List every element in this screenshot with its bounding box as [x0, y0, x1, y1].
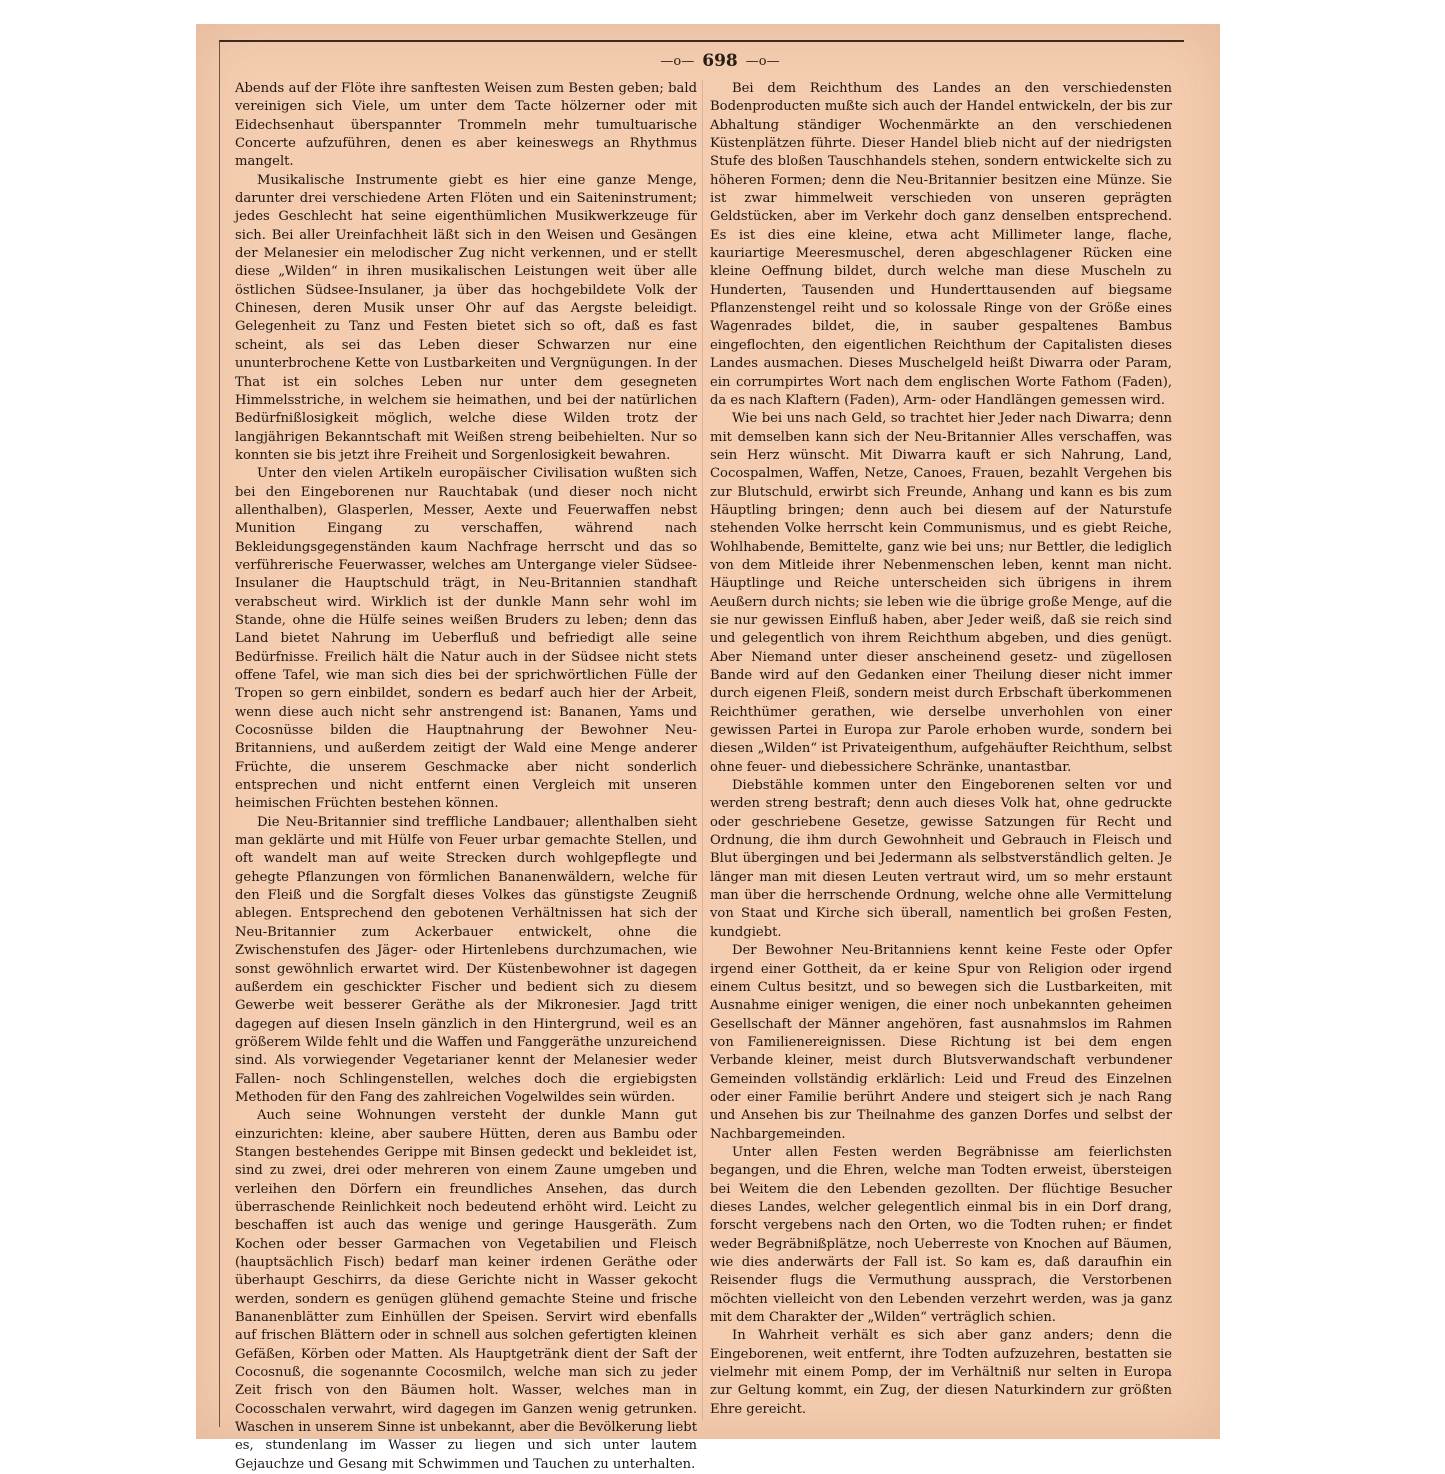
column-divider: [702, 80, 703, 1420]
right-ornament: —o—: [745, 53, 780, 69]
paragraph: Die Neu-Britannier sind treffliche Landbauer; allenthalben sieht man geklärte und mit Hülfe von Feuer urbar gemachte Stellen, und oft wandelt man auf weite Strecken durch wohlgepflegte und gehegte Pflanzungen von förmlichen Bananenwäldern, welche für den Fleiß und die Sorgfalt dieses Volkes das günstigste Zeugniß ablegen. Entsprechend den gebotenen Verhältnissen hat sich der Neu-Britannier zum Ackerbauer entwickelt, ohne die Zwischenstufen des Jäger- oder Hirtenlebens durchzumachen, wie sonst gewöhnlich erwartet wird. Der Küstenbewohner ist dagegen außerdem ein geschickter Fischer und bedient sich zu diesem Gewerbe weit besserer Geräthe als der Mikronesier. Jagd tritt dagegen auf diesen Inseln gänzlich in den Hintergrund, weil es an größerem Wilde fehlt und die Waffen und Fanggeräthe unzureichend sind. Als vorwiegender Vegetarianer kennt der Melanesier weder Fallen- noch Schlingenstellen, welches doch die ergiebigsten Methoden für den Fang des zahlreichen Vogelwildes sein würden.: [235, 814, 697, 1105]
paragraph: Auch seine Wohnungen versteht der dunkle Mann gut einzurichten: kleine, aber saubere Hütten, deren aus Bambu oder Stangen bestehendes Gerippe mit Binsen gedeckt und bekleidet ist, sind zu zwei, drei oder mehreren von einem Zaune umgeben und verleihen den Dörfern ein freundliches Ansehen, das durch überraschende Reinlichkeit noch bedeutend erhöht wird. Leicht zu beschaffen ist auch das wenige und geringe Hausgeräth. Zum Kochen oder besser Garmachen von Vegetabilien und Fleisch (hauptsächlich Fisch) bedarf man keiner irdenen Geräthe oder überhaupt Geschirrs, da diese Gerichte nicht in Wasser gekocht werden, sondern es genügen glühend gemachte Steine und frische Bananenblätter zum Einhüllen der Speisen. Servirt wird ebenfalls auf frischen Blättern oder in schnell aus solchen gefertigten kleinen Gefäßen, Körben oder Matten. Als Hauptgetränk dient der Saft der Cocosnuß, die sogenannte Cocosmilch, welche man sich zu jeder Zeit frisch von den Bäumen holt. Wasser, welches man in Cocosschalen verwahrt, wird dagegen im Ganzen wenig getrunken. Waschen in unserem Sinne ist unbekannt, aber die Bevölkerung liebt es, stundenlang im Wasser zu liegen und sich unter lautem Gejauchze und Gesang mit Schwimmen und Tauchen zu unterhalten.: [235, 1108, 697, 1472]
page-number: 698: [702, 51, 738, 71]
paragraph: Abends auf der Flöte ihre sanftesten Weisen zum Besten geben; bald vereinigen sich Viele, um unter dem Tacte hölzerner oder mit Eidechsenhaut überspannter Trommeln mehr tumultuarische Concerte aufzuführen, denen es aber keineswegs an Rhythmus mangelt.: [235, 81, 697, 170]
paragraph: Unter allen Festen werden Begräbnisse am feierlichsten begangen, und die Ehren, welche man Todten erweist, übersteigen bei Weitem die den Lebenden gezollten. Der flüchtige Besucher dieses Landes, welcher gelegentlich einmal bis in ein Dorf drang, forscht vergebens nach den Orten, wo die Todten ruhen; er findet weder Begräbnißplätze, noch Ueberreste von Knochen auf Bäumen, wie dies anderwärts der Fall ist. So kam es, daß daraufhin ein Reisender flugs die Vermuthung aussprach, die Verstorbenen möchten vielleicht von den Lebenden verzehrt werden, was ja ganz mit dem Charakter der „Wilden“ verträglich schien.: [710, 1144, 1172, 1326]
left-column: [235, 80, 697, 1472]
paragraph: Wie bei uns nach Geld, so trachtet hier Jeder nach Diwarra; denn mit demselben kann sich der Neu-Britannier Alles verschaffen, was sein Herz wünscht. Mit Diwarra kauft er sich Nahrung, Land, Cocospalmen, Waffen, Netze, Canoes, Frauen, bezahlt Vergehen bis zur Blutschuld, erwirbt sich Freunde, Anhang und kann es bis zum Häuptling bringen; denn auch bei diesem auf der Naturstufe stehenden Volke herrscht kein Communismus, und es giebt Reiche, Wohlhabende, Bemittelte, ganz wie bei uns; nur Bettler, die lediglich von dem Mitleide ihrer Nebenmenschen leben, kennt man nicht. Häuptlinge und Reiche unterscheiden sich übrigens in ihrem Aeußern durch nichts; sie leben wie die übrige große Menge, auf die sie nur gewissen Einfluß haben, aber Jeder weiß, daß sie reich sind und gelegentlich von ihrem Reichthum abgeben, und dies genügt. Aber Niemand unter dieser anscheinend gesetz- und zügellosen Bande wird auf den Gedanken einer Theilung dieser nicht immer durch eigenen Fleiß, sondern meist durch Erbschaft überkommenen Reichthümer gerathen, wie derselbe unverhohlen von einer gewissen Partei in Europa zur Parole erhoben wurde, sondern bei diesen „Wilden“ ist Privateigenthum, aufgehäufter Reichthum, selbst ohne feuer- und diebessichere Schränke, unantastbar.: [710, 411, 1172, 775]
paragraph: Unter den vielen Artikeln europäischer Civilisation wußten sich bei den Eingeborenen nur Rauchtabak (und dieser noch nicht allenthalben), Glasperlen, Messer, Aexte und Feuerwaffen nebst Munition Eingang zu verschaffen, während nach Bekleidungsgegenständen kaum Nachfrage herrscht und das so verführerische Feuerwasser, welches am Untergange vieler Südsee-Insulaner die Hauptschuld trägt, in Neu-Britannien standhaft verabscheut wird. Wirklich ist der dunkle Mann sehr wohl im Stande, ohne die Hülfe seines weißen Bruders zu leben; denn das Land bietet Nahrung im Ueberfluß und befriedigt alle seine Bedürfnisse. Freilich hält die Natur auch in der Südsee nicht stets offene Tafel, wie man sich dies bei der sprichwörtlichen Fülle der Tropen so gern einbildet, sondern es bedarf auch hier der Arbeit, wenn diese auch nicht sehr anstrengend ist: Bananen, Yams und Cocosnüsse bilden die Hauptnahrung der Bewohner Neu-Britanniens, und außerdem zeitigt der Wald eine Menge anderer Früchte, die unserem Geschmacke aber nicht sonderlich entsprechen und nicht entfernt einen Vergleich mit unseren heimischen Früchten bestehen können.: [235, 466, 697, 812]
page-header: [600, 48, 840, 74]
paragraph: Bei dem Reichthum des Landes an den verschiedensten Bodenproducten mußte sich auch der Handel entwickeln, der bis zur Abhaltung ständiger Wochenmärkte an den verschiedenen Küstenplätzen führte. Dieser Handel blieb nicht auf der niedrigsten Stufe des bloßen Tauschhandels stehen, sondern entwickelte sich zu höheren Formen; denn die Neu-Britannier besitzen eine Münze. Sie ist zwar himmelweit verschieden von unseren geprägten Geldstücken, aber im Verkehr doch ganz denselben entsprechend. Es ist dies eine kleine, etwa acht Millimeter lange, flache, kauriartige Meeresmuschel, deren abgeschlagener Rücken eine kleine Oeffnung bildet, durch welche man diese Muscheln zu Hunderten, Tausenden und Hunderttausenden auf biegsame Pflanzenstengel reiht und so kolossale Ringe von der Größe eines Wagenrades bildet, die, in sauber gespaltenes Bambus eingeflochten, den eigentlichen Reichthum der Capitalisten dieses Landes ausmachen. Dieses Muschelgeld heißt Diwarra oder Param, ein corrumpirtes Wort nach dem englischen Worte Fathom (Faden), da es nach Klaftern (Faden), Arm- oder Handlängen gemessen wird.: [710, 81, 1172, 408]
left-ornament: —o—: [660, 53, 695, 69]
paragraph: In Wahrheit verhält es sich aber ganz anders; denn die Eingeborenen, weit entfernt, ihre Todten aufzuzehren, bestatten sie vielmehr mit einem Pomp, der im Verhältniß nur selten in Europa zur Geltung kommt, ein Zug, der diesen Naturkindern zur größten Ehre gereicht.: [710, 1328, 1172, 1417]
paragraph: Diebstähle kommen unter den Eingeborenen selten vor und werden streng bestraft; denn auch dieses Volk hat, ohne gedruckte oder geschriebene Gesetze, gewisse Satzungen für Recht und Ordnung, die ihm durch Gewohnheit und Gebrauch in Fleisch und Blut übergingen und bei Jedermann als selbstverständlich gelten. Je länger man mit diesen Leuten vertraut wird, um so mehr erstaunt man über die herrschende Ordnung, welche ohne alle Vermittelung von Staat und Kirche sich überall, namentlich bei großen Festen, kundgiebt.: [710, 778, 1172, 940]
paragraph: Der Bewohner Neu-Britanniens kennt keine Feste oder Opfer irgend einer Gottheit, da er keine Spur von Religion oder irgend einem Cultus besitzt, und so bewegen sich die Lustbarkeiten, mit Ausnahme einiger wenigen, die einer noch unbekannten geheimen Gesellschaft der Männer angehören, fast ausnahmslos im Rahmen von Familienereignissen. Diese Richtung ist bei dem engen Verbande kleiner, meist durch Blutsverwandschaft verbundener Gemeinden vollständig erklärlich: Leid und Freud des Einzelnen oder einer Familie berührt Andere und steigert sich je nach Rang und Ansehen bis zur Theilnahme des ganzen Dorfes und selbst der Nachbargemeinden.: [710, 943, 1172, 1142]
right-column: [710, 80, 1172, 1420]
paragraph: Musikalische Instrumente giebt es hier eine ganze Menge, darunter drei verschiedene Arten Flöten und ein Saiteninstrument; jedes Geschlecht hat seine eigenthümlichen Musikwerkzeuge für sich. Bei aller Ureinfachheit läßt sich in den Weisen und Gesängen der Melanesier ein melodischer Zug nicht verkennen, und er stellt diese „Wilden“ in ihren musikalischen Leistungen weit über alle östlichen Südsee-Insulaner, ja über das hochgebildete Volk der Chinesen, deren Musik unser Ohr auf das Aergste beleidigt. Gelegenheit zu Tanz und Festen bietet sich so oft, daß es fast scheint, als sei das Leben dieser Schwarzen nur eine ununterbrochene Kette von Lustbarkeiten und Vergnügungen. In der That ist ein solches Leben nur unter dem gesegneten Himmelsstriche, in welchem sie heimathen, und bei der natürlichen Bedürfnißlosigkeit möglich, welche diese Wilden trotz der langjährigen Bekanntschaft mit Weißen streng beibehielten. Nur so konnten sie bis jetzt ihre Freiheit und Sorgenlosigkeit bewahren.: [235, 172, 697, 463]
